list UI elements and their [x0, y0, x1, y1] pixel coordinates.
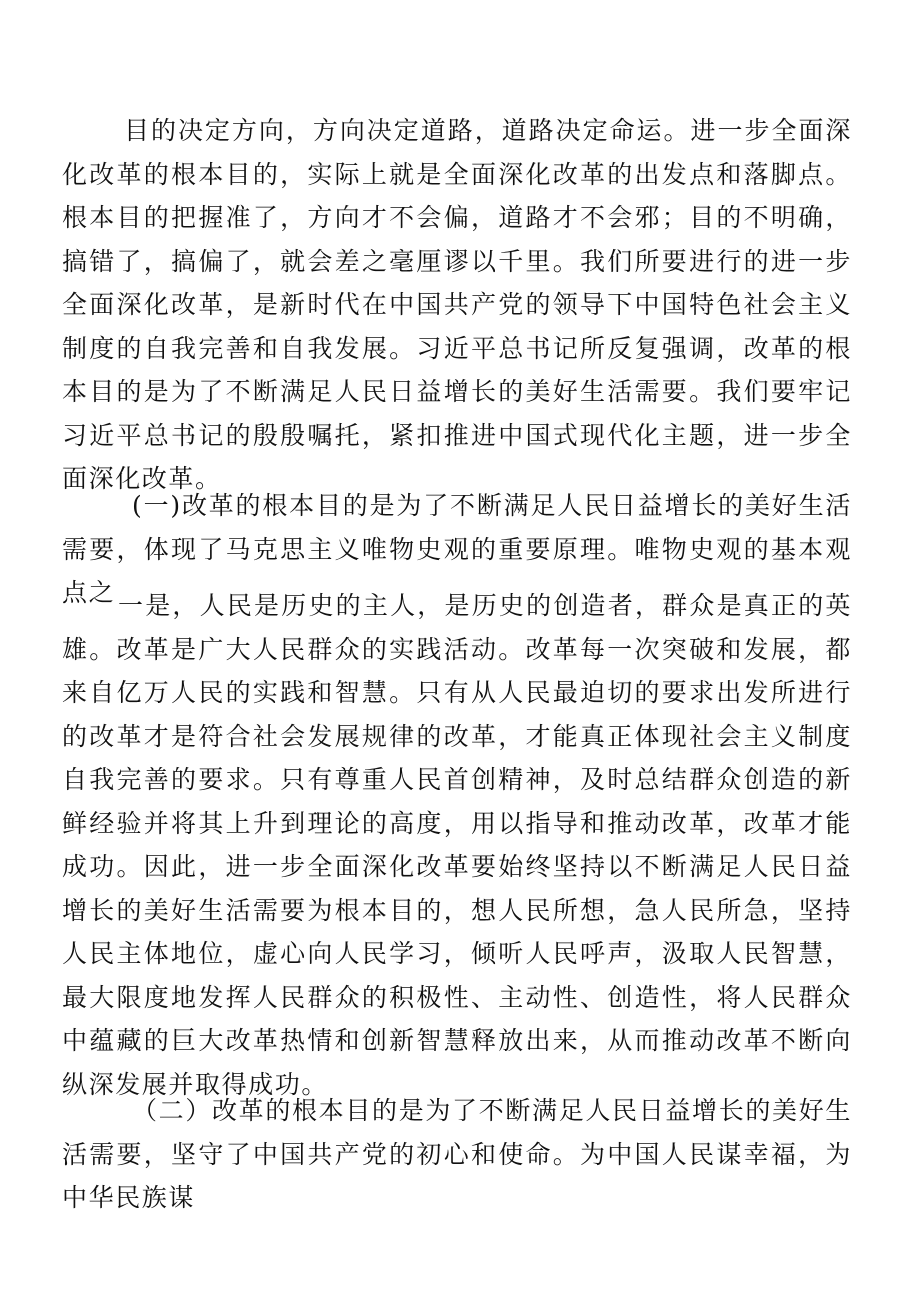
section-heading-one: (一)改革的根本目的是为了不断满足人民日益增长的美好生活需要，体现了马克思主义唯物史观的重要原理。唯物史观的基本观点之 — [62, 491, 852, 607]
body-paragraph-purpose: 目的决定方向，方向决定道路，道路决定命运。进一步全面深化改革的根本目的，实际上就是全面深化改革的出发点和落脚点。根本目的把握准了，方向才不会偏，道路才不会邪；目的不明确，搞错了，搞偏了，就会差之毫厘谬以千里。我们所要进行的进一步全面深化改革，是新时代在中国共产党的领导下中国特色社会主义制度的自我完善和自我发展。习近平总书记所反复强调，改革的根本目的是为了不断满足人民日益增长的美好生活需要。我们要牢记习近平总书记的殷殷嘱托，紧扣推进中国式现代化主题，进一步全面深化改革。 — [62, 116, 852, 493]
body-paragraph-people: 一是，人民是历史的主人，是历史的创造者，群众是真正的英雄。改革是广大人民群众的实践活动。改革每一次突破和发展，都来自亿万人民的实践和智慧。只有从人民最迫切的要求出发所进行的改革才是符合社会发展规律的改革，才能真正体现社会主义制度自我完善的要求。只有尊重人民首创精神，及时总结群众创造的新鲜经验并将其上升到理论的高度，用以指导和推动改革，改革才能成功。因此，进一步全面深化改革要始终坚持以不断满足人民日益增长的美好生活需要为根本目的，想人民所想，急人民所急，坚持人民主体地位，虚心向人民学习，倾听人民呼声，汲取人民智慧，最大限度地发挥人民群众的积极性、主动性、创造性，将人民群众中蕴藏的巨大改革热情和创新智慧释放出来，从而推动改革不断向纵深发展并取得成功。 — [62, 591, 852, 1099]
section-heading-two: （二）改革的根本目的是为了不断满足人民日益增长的美好生活需要，坚守了中国共产党的初心和使命。为中国人民谋幸福，为中华民族谋 — [62, 1096, 852, 1212]
